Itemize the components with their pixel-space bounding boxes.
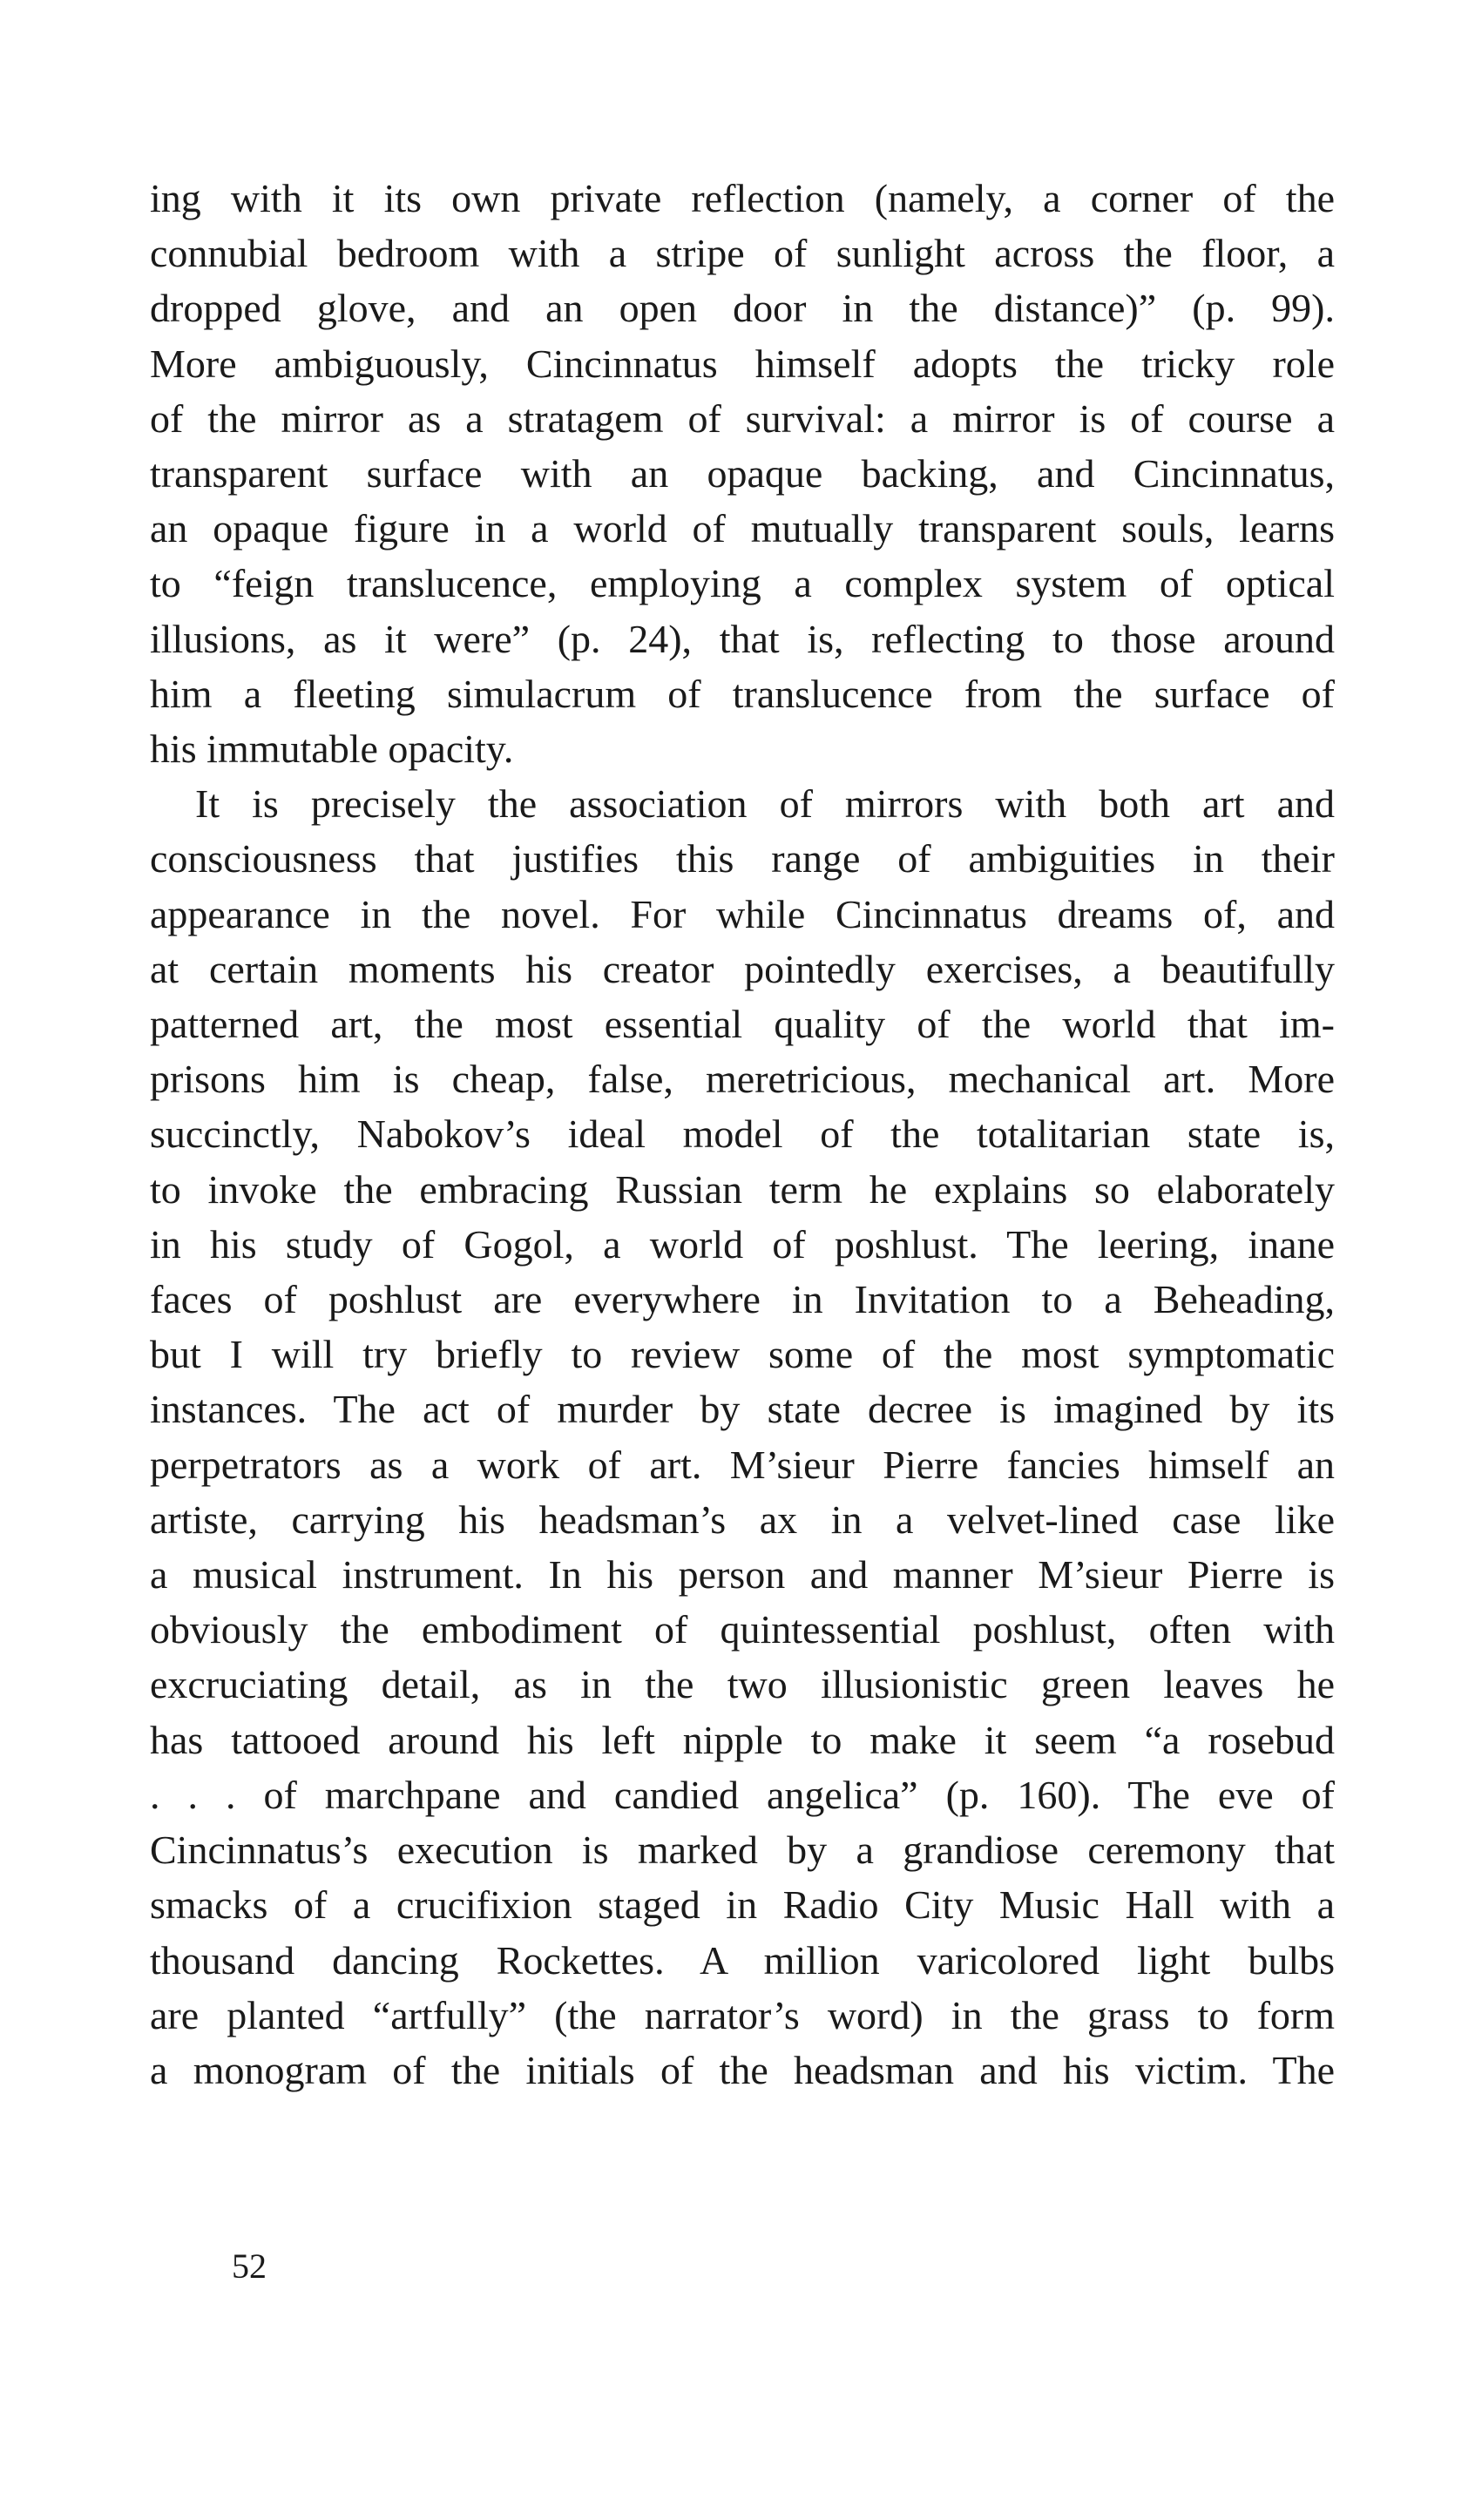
text-line: illusions, as it were” (p. 24), that is, reflecting to those around — [150, 616, 1335, 661]
text-line: artiste, carrying his headsman’s ax in a velvet-lined case like — [150, 1496, 1335, 1542]
text-line: It is precisely the association of mirrors with both art and — [195, 781, 1335, 827]
text-line: has tattooed around his left nipple to make it seem “a rosebud — [150, 1717, 1335, 1762]
text-line: perpetrators as a work of art. M’sieur Pierre fancies himself an — [150, 1442, 1335, 1487]
text-line: dropped glove, and an open door in the distance)” (p. 99). — [150, 286, 1335, 331]
text-line: to invoke the embracing Russian term he explains so elaborately — [150, 1166, 1335, 1212]
paragraph-1 — [150, 171, 1335, 776]
text-line: succinctly, Nabokov’s ideal model of the totalitarian state is, — [150, 1111, 1335, 1157]
text-line: in his study of Gogol, a world of poshlust. The leering, inane — [150, 1221, 1335, 1267]
text-line: obviously the embodiment of quintessential poshlust, often with — [150, 1607, 1335, 1652]
text-line: appearance in the novel. For while Cincinnatus dreams of, and — [150, 891, 1335, 936]
text-line: faces of poshlust are everywhere in Invitation to a Beheading, — [150, 1277, 1335, 1322]
text-line: to “feign translucence, employing a complex system of optical — [150, 561, 1335, 606]
paragraph-2 — [150, 776, 1335, 2098]
text-line: excruciating detail, as in the two illusionistic green leaves he — [150, 1662, 1335, 1707]
text-line: connubial bedroom with a stripe of sunlight across the floor, a — [150, 231, 1335, 276]
text-line: him a fleeting simulacrum of translucence from the surface of — [150, 671, 1335, 716]
body-text — [150, 171, 1335, 2098]
text-line: his immutable opacity. — [150, 726, 514, 772]
text-line: patterned art, the most essential quality of the world that im- — [150, 1002, 1335, 1047]
text-line: a monogram of the initials of the headsman and his victim. The — [150, 2047, 1335, 2092]
text-line: instances. The act of murder by state decree is imagined by its — [150, 1387, 1335, 1432]
text-line: Cincinnatus’s execution is marked by a grandiose ceremony that — [150, 1828, 1335, 1873]
text-line: . . . of marchpane and candied angelica” (p. 160). The eve of — [150, 1772, 1335, 1817]
text-line: a musical instrument. In his person and manner M’sieur Pierre is — [150, 1552, 1335, 1598]
text-line: at certain moments his creator pointedly exercises, a beautifully — [150, 946, 1335, 991]
text-line: are planted “artfully” (the narrator’s word) in the grass to form — [150, 1992, 1335, 2037]
text-line: ing with it its own private reflection (namely, a corner of the — [150, 176, 1335, 220]
text-line: consciousness that justifies this range of ambiguities in their — [150, 836, 1335, 882]
text-line: transparent surface with an opaque backing, and Cincinnatus, — [150, 451, 1335, 497]
text-line: of the mirror as a stratagem of survival: a mirror is of course a — [150, 395, 1335, 441]
text-line: an opaque figure in a world of mutually transparent souls, learns — [150, 506, 1335, 551]
text-line: thousand dancing Rockettes. A million varicolored light bulbs — [150, 1937, 1335, 1983]
text-line: prisons him is cheap, false, meretricious, mechanical art. More — [150, 1057, 1335, 1102]
text-line: smacks of a crucifixion staged in Radio City Music Hall with a — [150, 1882, 1335, 1928]
text-line: More ambiguously, Cincinnatus himself adopts the tricky role — [150, 341, 1335, 386]
text-line: but I will try briefly to review some of the most symptomatic — [150, 1332, 1335, 1377]
page-number: 52 — [232, 2246, 267, 2286]
